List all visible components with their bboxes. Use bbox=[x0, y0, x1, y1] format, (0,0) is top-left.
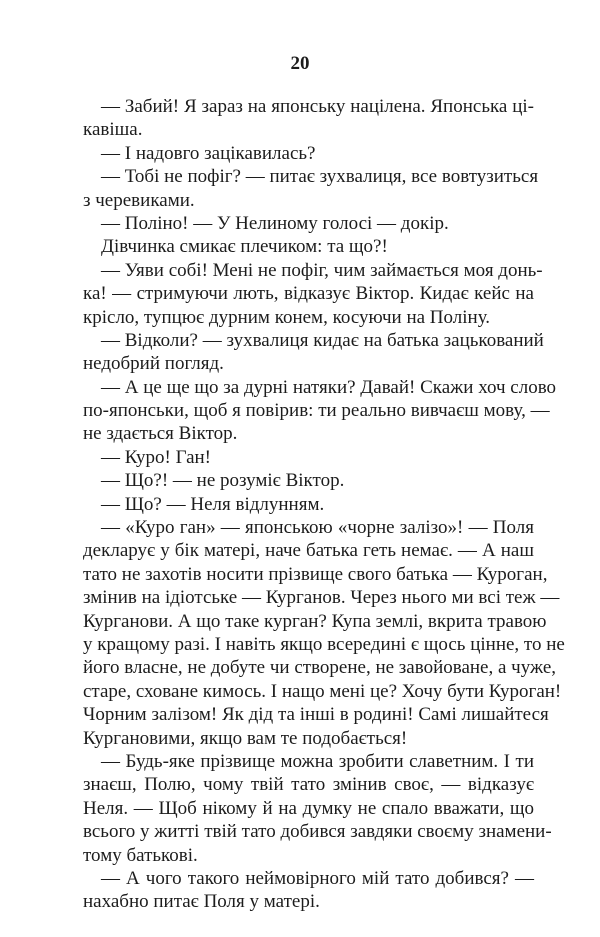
text-line: кавіша. bbox=[83, 119, 143, 141]
text-line: Чорним залізом! Як дід та інші в родині! Самі лишайтеся bbox=[83, 704, 549, 726]
text-line: — Уяви собі! Мені не пофіг, чим займається моя донь- bbox=[101, 259, 543, 281]
text-line: не здається Віктор. bbox=[83, 423, 238, 445]
text-line: — Тобі не пофіг? — питає зухвалиця, все вовтузиться bbox=[101, 166, 539, 188]
text-line: — Куро! Ган! bbox=[101, 446, 212, 468]
text-line: тато не захотів носити прізвище свого батька — Куроган, bbox=[83, 563, 548, 585]
text-line: Дівчинка смикає плечиком: та що?! bbox=[101, 236, 388, 258]
text-line: у кращому разі. І навіть якщо всередині є щось цінне, то не bbox=[83, 633, 565, 655]
text-line: — Що? — Неля відлунням. bbox=[101, 493, 325, 515]
text-line: ка! — стримуючи лють, відказує Віктор. Кидає кейс на bbox=[83, 283, 534, 305]
text-line: всього у житті твій тато добився завдяки своєму знамени- bbox=[83, 821, 552, 843]
text-line: — Що?! — не розуміє Віктор. bbox=[101, 470, 345, 492]
text-line: недобрий погляд. bbox=[83, 353, 224, 375]
text-line: — І надовго зацікавилась? bbox=[101, 142, 316, 164]
text-line: — А це ще що за дурні натяки? Давай! Скажи хоч слово bbox=[101, 376, 557, 398]
text-line: його власне, не добуте чи створене, не завойоване, а чуже, bbox=[83, 657, 557, 679]
text-line: крісло, тупцює дурним конем, косуючи на Поліну. bbox=[83, 306, 491, 328]
text-line: тому батькові. bbox=[83, 844, 198, 866]
text-line: — А чого такого неймовірного мій тато добився? — bbox=[101, 867, 534, 889]
text-line: Кургановими, якщо вам те подобається! bbox=[83, 727, 408, 749]
text-line: Неля. — Щоб нікому й на думку не спало вважати, що bbox=[83, 797, 534, 819]
text-line: — Будь-яке прізвище можна зробити славетним. І ти bbox=[101, 750, 534, 772]
text-line: нахабно питає Поля у матері. bbox=[83, 891, 320, 913]
body-text bbox=[83, 95, 565, 914]
text-line: декларує у бік матері, наче батька геть немає. — А наш bbox=[83, 540, 534, 562]
text-line: — «Куро ган» — японською «чорне залізо»! — Поля bbox=[101, 517, 534, 539]
page-number: 20 bbox=[290, 53, 310, 74]
text-line: по-японськи, щоб я повірив: ти реально вивчаєш мову, — bbox=[83, 400, 550, 422]
text-line: — Відколи? — зухвалиця кидає на батька зацькований bbox=[101, 329, 544, 351]
text-line: з черевиками. bbox=[83, 189, 195, 211]
text-line: — Забий! Я зараз на японську націлена. Японська ці- bbox=[101, 96, 534, 117]
text-line: змінив на ідіотське — Курганов. Через нього ми всі теж — bbox=[83, 587, 560, 609]
text-line: знаєш, Полю, чому твій тато змінив своє, — відказує bbox=[83, 774, 534, 796]
text-line: — Поліно! — У Нелиному голосі — докір. bbox=[101, 212, 449, 234]
text-line: Курганови. А що таке курган? Купа землі, вкрита травою bbox=[83, 610, 547, 632]
text-line: старе, сховане кимось. І нащо мені це? Хочу бути Куроган! bbox=[83, 680, 562, 702]
